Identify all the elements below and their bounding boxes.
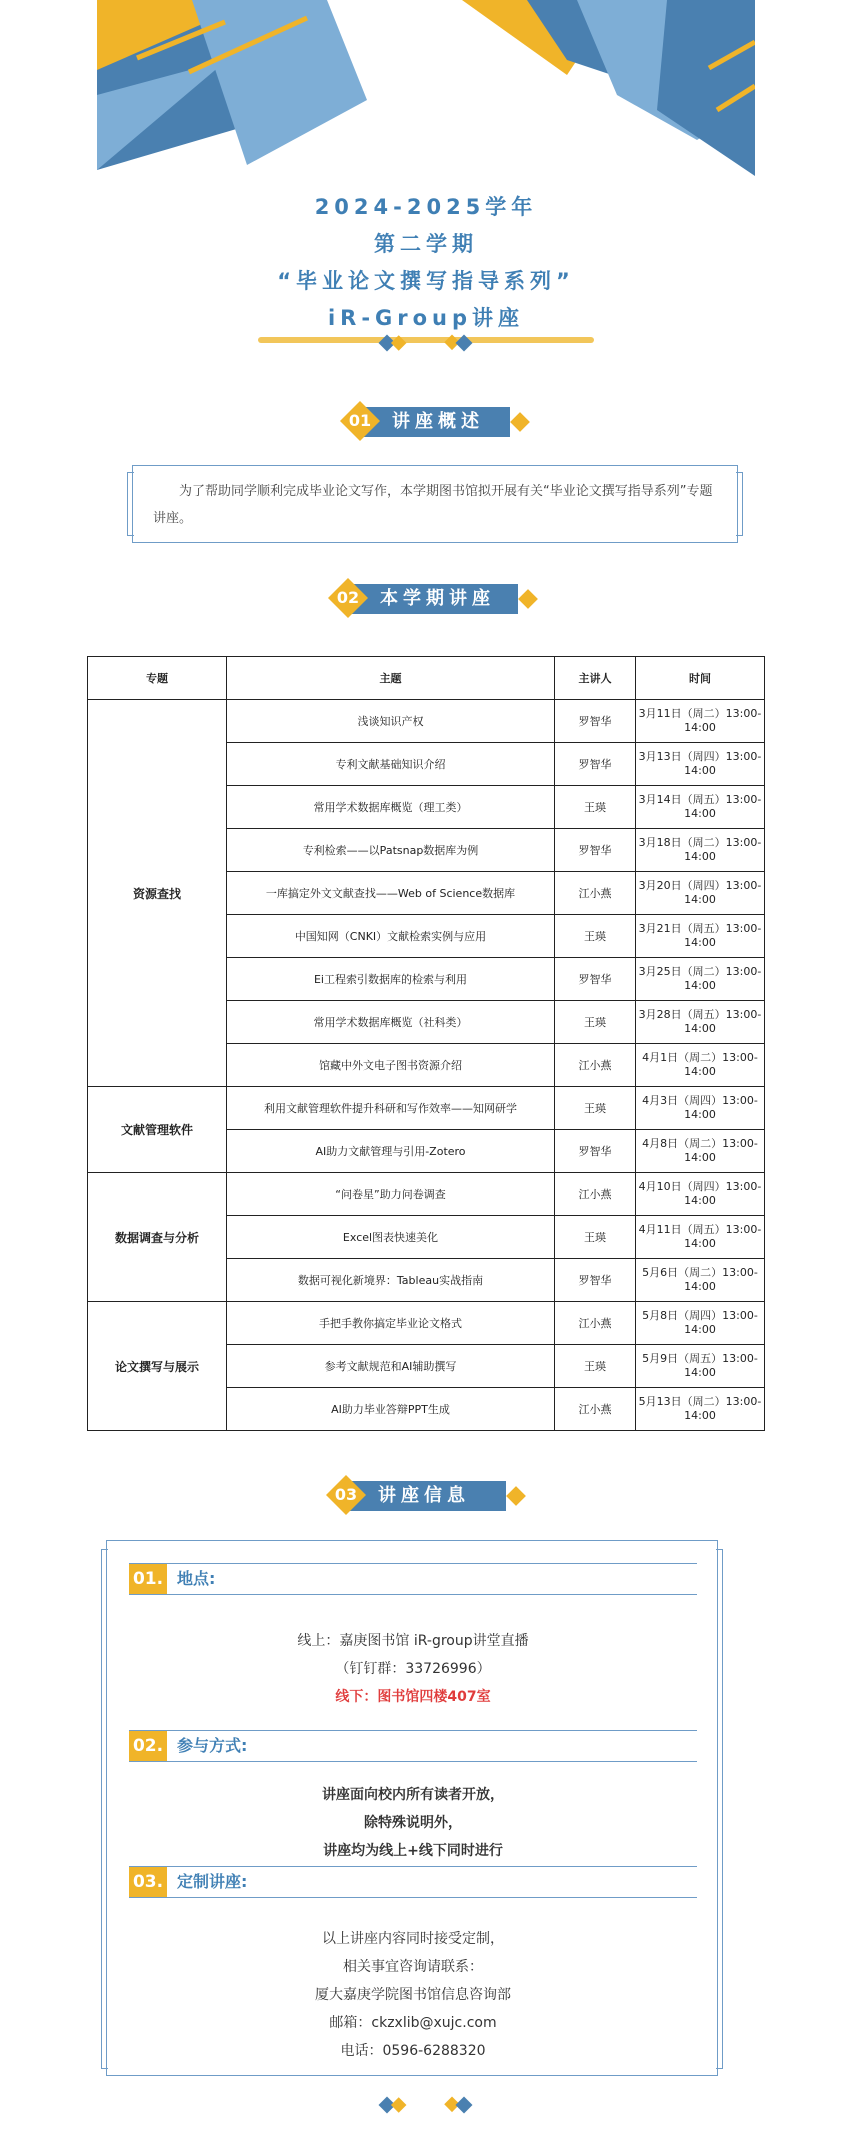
speaker-cell: 罗智华	[555, 958, 636, 1001]
time-cell: 3月20日（周四）13:00-14:00	[636, 872, 765, 915]
custom-line: 相关事宜咨询请联系：	[343, 1959, 483, 1975]
online-location: 线上：嘉庚图书馆 iR-group讲堂直播	[297, 1633, 529, 1649]
category-cell: 论文撰写与展示	[88, 1302, 227, 1431]
section-header-semester-lectures	[328, 581, 538, 617]
speaker-cell: 王瑛	[555, 1345, 636, 1388]
topic-cell: 数据可视化新境界：Tableau实战指南	[227, 1259, 555, 1302]
section-number-badge: 03	[326, 1475, 366, 1515]
info-number: 03.	[129, 1867, 167, 1897]
topic-cell: 利用文献管理软件提升科研和写作效率——知网研学	[227, 1087, 555, 1130]
speaker-cell: 江小燕	[555, 872, 636, 915]
table-body	[88, 700, 765, 1431]
info-label: 参与方式:	[177, 1736, 248, 1755]
time-cell: 3月28日（周五）13:00-14:00	[636, 1001, 765, 1044]
speaker-cell: 江小燕	[555, 1173, 636, 1216]
speaker-cell: 王瑛	[555, 1001, 636, 1044]
page-title	[0, 189, 852, 337]
speaker-cell: 罗智华	[555, 700, 636, 743]
lecture-info-box	[106, 1540, 718, 2076]
topic-cell: Ei工程索引数据库的检索与利用	[227, 958, 555, 1001]
column-header-category: 专题	[88, 657, 227, 700]
info-header-participation	[129, 1730, 697, 1762]
category-cell: 文献管理软件	[88, 1087, 227, 1173]
title-line-4: iR-Group讲座	[327, 306, 525, 330]
time-cell: 5月9日（周五）13:00-14:00	[636, 1345, 765, 1388]
topic-cell: “问卷星”助力问卷调查	[227, 1173, 555, 1216]
time-cell: 5月8日（周四）13:00-14:00	[636, 1302, 765, 1345]
topic-cell: 常用学术数据库概览（社科类）	[227, 1001, 555, 1044]
participation-line: 除特殊说明外，	[364, 1815, 462, 1831]
topic-cell: 中国知网（CNKI）文献检索实例与应用	[227, 915, 555, 958]
info-label: 定制讲座:	[177, 1872, 248, 1891]
topic-cell: 专利检索——以Patsnap数据库为例	[227, 829, 555, 872]
speaker-cell: 江小燕	[555, 1302, 636, 1345]
table-row	[88, 1302, 765, 1345]
section-title: 本学期讲座	[352, 584, 518, 614]
time-cell: 4月8日（周二）13:00-14:00	[636, 1130, 765, 1173]
diamond-ornament-icon	[366, 333, 486, 355]
speaker-cell: 罗智华	[555, 829, 636, 872]
section-title: 讲座概述	[364, 407, 510, 437]
participation-details	[107, 1781, 719, 1865]
time-cell: 3月18日（周二）13:00-14:00	[636, 829, 765, 872]
time-cell: 3月25日（周二）13:00-14:00	[636, 958, 765, 1001]
category-cell: 资源查找	[88, 700, 227, 1087]
speaker-cell: 王瑛	[555, 915, 636, 958]
speaker-cell: 王瑛	[555, 1087, 636, 1130]
section-header-overview	[340, 404, 530, 440]
time-cell: 3月14日（周五）13:00-14:00	[636, 786, 765, 829]
lecture-schedule-table	[87, 656, 765, 1431]
topic-cell: 一库搞定外文文献查找——Web of Science数据库	[227, 872, 555, 915]
topic-cell: Excel图表快速美化	[227, 1216, 555, 1259]
footer-diamond-ornament-icon	[366, 2095, 486, 2117]
time-cell: 3月13日（周四）13:00-14:00	[636, 743, 765, 786]
time-cell: 4月11日（周五）13:00-14:00	[636, 1216, 765, 1259]
column-header-speaker: 主讲人	[555, 657, 636, 700]
section-tail-diamond-icon	[518, 589, 538, 609]
intro-text: 为了帮助同学顺利完成毕业论文写作，本学期图书馆拟开展有关“毕业论文撰写指导系列”专题讲座。	[153, 484, 713, 526]
time-cell: 4月10日（周四）13:00-14:00	[636, 1173, 765, 1216]
topic-cell: AI助力文献管理与引用-Zotero	[227, 1130, 555, 1173]
time-cell: 5月6日（周二）13:00-14:00	[636, 1259, 765, 1302]
speaker-cell: 王瑛	[555, 1216, 636, 1259]
section-tail-diamond-icon	[506, 1486, 526, 1506]
offline-location: 线下：图书馆四楼407室	[335, 1689, 491, 1705]
custom-line: 厦大嘉庚学院图书馆信息咨询部	[315, 1987, 511, 2003]
info-header-location	[129, 1563, 697, 1595]
section-number-badge: 02	[328, 578, 368, 618]
contact-phone: 电话：0596-6288320	[340, 2043, 486, 2059]
topic-cell: 专利文献基础知识介绍	[227, 743, 555, 786]
speaker-cell: 罗智华	[555, 1259, 636, 1302]
dingtalk-group: （钉钉群：33726996）	[335, 1661, 491, 1677]
speaker-cell: 罗智华	[555, 743, 636, 786]
custom-line: 以上讲座内容同时接受定制，	[322, 1931, 504, 1947]
title-line-3: “毕业论文撰写指导系列”	[277, 269, 575, 293]
time-cell: 3月11日（周二）13:00-14:00	[636, 700, 765, 743]
topic-cell: AI助力毕业答辩PPT生成	[227, 1388, 555, 1431]
column-header-time: 时间	[636, 657, 765, 700]
participation-line: 讲座均为线上+线下同时进行	[323, 1843, 503, 1859]
time-cell: 3月21日（周五）13:00-14:00	[636, 915, 765, 958]
location-details	[107, 1627, 719, 1711]
speaker-cell: 江小燕	[555, 1044, 636, 1087]
time-cell: 5月13日（周二）13:00-14:00	[636, 1388, 765, 1431]
section-header-lecture-info	[326, 1478, 526, 1514]
column-header-topic: 主题	[227, 657, 555, 700]
table-row	[88, 1173, 765, 1216]
intro-box	[132, 465, 738, 543]
speaker-cell: 王瑛	[555, 786, 636, 829]
table-header-row	[88, 657, 765, 700]
title-line-2: 第二学期	[374, 232, 478, 256]
topic-cell: 手把手教你搞定毕业论文格式	[227, 1302, 555, 1345]
speaker-cell: 罗智华	[555, 1130, 636, 1173]
title-line-1: 2024-2025学年	[314, 195, 538, 219]
table-row	[88, 1087, 765, 1130]
time-cell: 4月3日（周四）13:00-14:00	[636, 1087, 765, 1130]
info-number: 02.	[129, 1731, 167, 1761]
category-cell: 数据调查与分析	[88, 1173, 227, 1302]
contact-email: 邮箱：ckzxlib@xujc.com	[329, 2015, 497, 2031]
custom-lecture-details	[107, 1925, 719, 2065]
header-banner	[97, 0, 755, 176]
section-title: 讲座信息	[350, 1481, 506, 1511]
topic-cell: 参考文献规范和AI辅助撰写	[227, 1345, 555, 1388]
info-number: 01.	[129, 1564, 167, 1594]
table-row	[88, 700, 765, 743]
speaker-cell: 江小燕	[555, 1388, 636, 1431]
time-cell: 4月1日（周二）13:00-14:00	[636, 1044, 765, 1087]
info-label: 地点:	[177, 1569, 216, 1588]
participation-line: 讲座面向校内所有读者开放，	[322, 1787, 504, 1803]
topic-cell: 常用学术数据库概览（理工类）	[227, 786, 555, 829]
section-tail-diamond-icon	[510, 412, 530, 432]
topic-cell: 馆藏中外文电子图书资源介绍	[227, 1044, 555, 1087]
info-header-custom	[129, 1866, 697, 1898]
section-number-badge: 01	[340, 401, 380, 441]
topic-cell: 浅谈知识产权	[227, 700, 555, 743]
